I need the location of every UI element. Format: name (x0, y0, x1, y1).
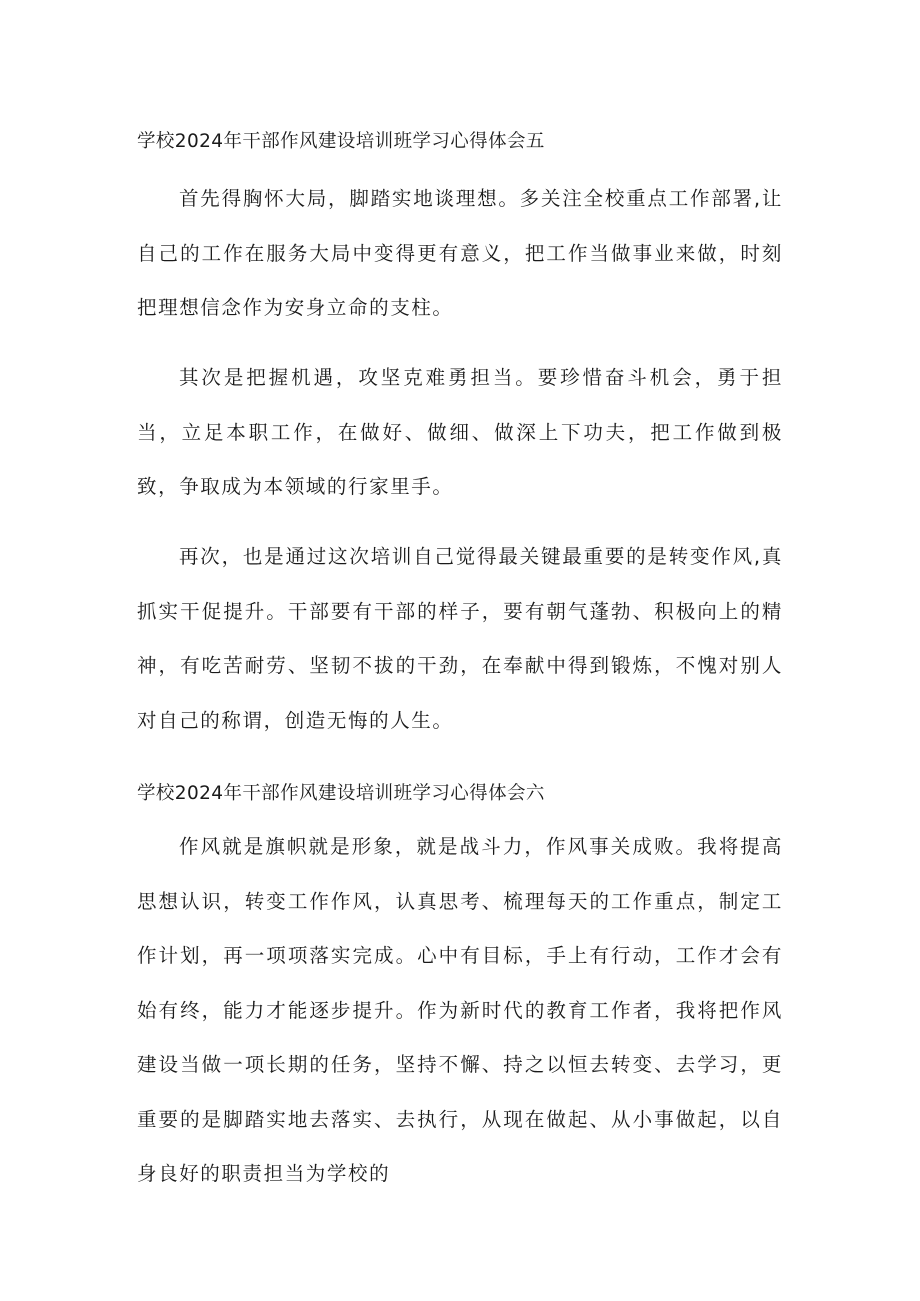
paragraph-third: 再次，也是通过这次培训自己觉得最关键最重要的是转变作风,真抓实干促提升。干部要有干部的样子，要有朝气蓬勃、积极向上的精神，有吃苦耐劳、坚韧不拔的干劲，在奉献中得到锻炼，不愧对别人对自己的称谓，创造无悔的人生。 (137, 545, 783, 732)
paragraph-fourth: 作风就是旗帜就是形象，就是战斗力，作风事关成败。我将提高思想认识，转变工作作风，认真思考、梳理每天的工作重点，制定工作计划，再一项项落实完成。心中有目标，手上有行动，工作才会有始有终，能力才能逐步提升。作为新时代的教育工作者，我将把作风建设当做一项长期的任务，坚持不懈、持之以恒去转变、去学习，更重要的是脚踏实地去落实、去执行，从现在做起、从小事做起，以自身良好的职责担当为学校的 (137, 835, 783, 1185)
section-heading-six: 学校2024年干部作风建设培训班学习心得体会六 (137, 783, 545, 804)
paragraph-second: 其次是把握机遇，攻坚克难勇担当。要珍惜奋斗机会，勇于担当，立足本职工作，在做好、做细、做深上下功夫，把工作做到极致，争取成为本领域的行家里手。 (137, 366, 783, 498)
paragraph-first: 首先得胸怀大局，脚踏实地谈理想。多关注全校重点工作部署,让自己的工作在服务大局中变得更有意义，把工作当做事业来做，时刻把理想信念作为安身立命的支柱。 (137, 187, 783, 319)
section-heading-five: 学校2024年干部作风建设培训班学习心得体会五 (137, 131, 545, 152)
